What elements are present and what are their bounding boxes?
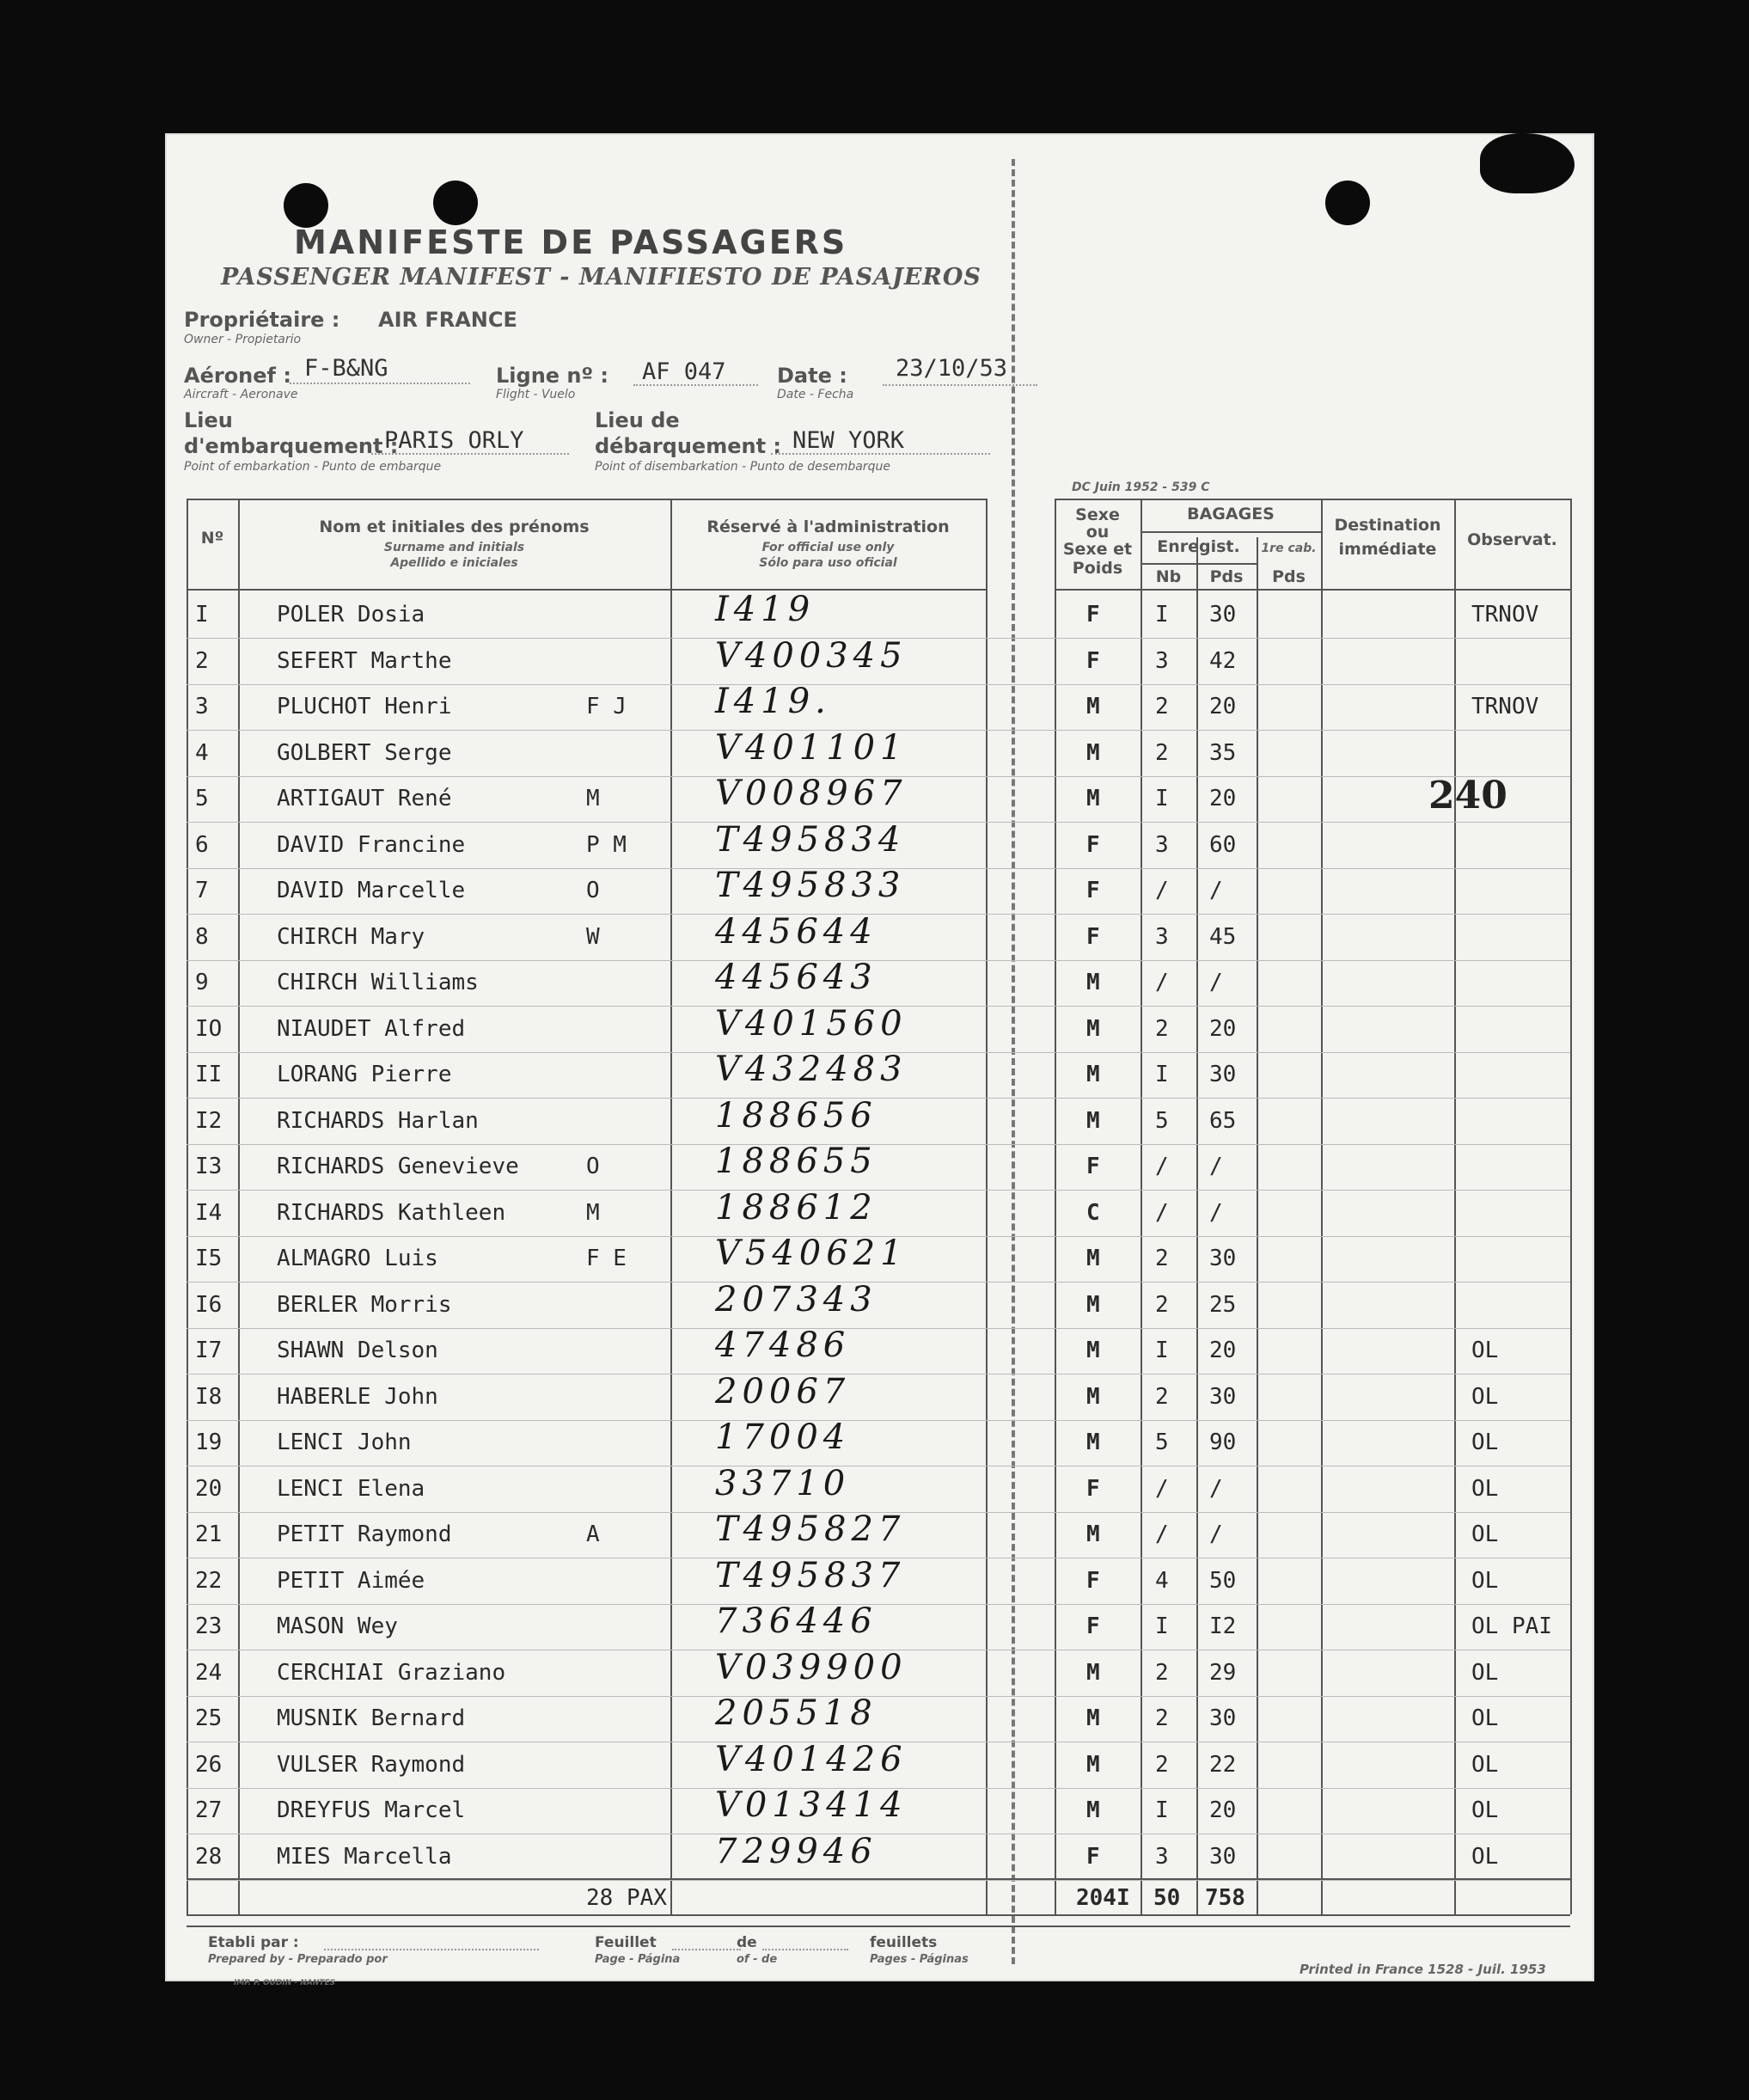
disembark-label-2: débarquement : bbox=[595, 434, 782, 458]
passenger-name: DAVID Marcelle bbox=[277, 878, 466, 903]
manifest-title: MANIFESTE DE PASSAGERS bbox=[294, 223, 848, 261]
header-bagages: BAGAGES bbox=[1187, 505, 1275, 523]
passenger-name: PETIT Aimée bbox=[277, 1567, 425, 1594]
disembark-underline bbox=[771, 453, 990, 455]
total-pax: 28 PAX bbox=[586, 1885, 667, 1911]
passenger-name: DREYFUS Marcel bbox=[277, 1797, 466, 1823]
baggage-count: / bbox=[1155, 1521, 1169, 1547]
admin-reference: V401426 bbox=[715, 1739, 908, 1779]
baggage-weight: 20 bbox=[1209, 1338, 1237, 1363]
passenger-sex: F bbox=[1086, 831, 1100, 858]
passenger-sex: M bbox=[1086, 1246, 1100, 1271]
row-divider bbox=[187, 1696, 1570, 1697]
passenger-name: DAVID Francine bbox=[277, 831, 466, 858]
owner-sub: Owner - Propietario bbox=[184, 333, 302, 346]
header-name-sub1: Surname and initials bbox=[383, 541, 525, 554]
row-divider bbox=[187, 1328, 1570, 1329]
baggage-weight: 42 bbox=[1209, 647, 1237, 674]
passenger-sex: M bbox=[1086, 1062, 1100, 1087]
admin-reference: V401101 bbox=[715, 727, 908, 768]
enreg-header-line bbox=[1141, 563, 1257, 565]
passenger-sex: M bbox=[1086, 694, 1100, 719]
row-number: II bbox=[195, 1062, 223, 1087]
admin-reference: T495834 bbox=[715, 819, 906, 860]
admin-reference: 207343 bbox=[715, 1279, 878, 1319]
passenger-name: PETIT Raymond bbox=[277, 1521, 452, 1547]
aircraft-value: F-B&NG bbox=[304, 355, 388, 382]
baggage-weight: 30 bbox=[1209, 1062, 1237, 1087]
row-divider bbox=[187, 1604, 1570, 1605]
observation: OL bbox=[1471, 1475, 1499, 1502]
header-sex-3: Sexe et bbox=[1062, 540, 1133, 559]
baggage-count: 2 bbox=[1155, 1751, 1169, 1778]
embark-value: PARIS ORLY bbox=[384, 427, 524, 454]
admin-reference: V540621 bbox=[715, 1234, 908, 1273]
admin-reference: V432483 bbox=[715, 1050, 908, 1089]
admin-reference: I419 bbox=[715, 590, 816, 629]
baggage-count: / bbox=[1155, 1154, 1169, 1179]
baggage-weight: 20 bbox=[1209, 1015, 1237, 1042]
row-number: 21 bbox=[195, 1521, 223, 1547]
admin-reference: 17004 bbox=[715, 1417, 851, 1457]
sheet-sub: Page - Página bbox=[595, 1953, 681, 1966]
passenger-sex: M bbox=[1086, 1521, 1100, 1547]
baggage-weight: / bbox=[1209, 1199, 1223, 1226]
passenger-name: LENCI Elena bbox=[277, 1475, 425, 1502]
admin-reference: V008967 bbox=[715, 774, 908, 813]
baggage-weight: 35 bbox=[1209, 739, 1237, 766]
passenger-sex: M bbox=[1086, 1430, 1100, 1455]
passenger-sex: M bbox=[1086, 1107, 1100, 1134]
passenger-name: RICHARDS Genevieve bbox=[277, 1154, 519, 1179]
row-number: I6 bbox=[195, 1291, 223, 1318]
fold-line bbox=[1012, 159, 1015, 1964]
form-reference: DC Juin 1952 - 539 C bbox=[1072, 481, 1210, 494]
header-cab-1: 1re cab. bbox=[1261, 542, 1317, 555]
admin-reference: V400345 bbox=[715, 635, 908, 676]
passenger-sex: C bbox=[1086, 1199, 1100, 1226]
observation: TRNOV bbox=[1471, 602, 1539, 628]
baggage-count: 5 bbox=[1155, 1107, 1169, 1134]
row-number: 7 bbox=[195, 878, 209, 903]
row-number: 4 bbox=[195, 739, 209, 766]
observation: OL bbox=[1471, 1338, 1499, 1363]
punch-hole-center bbox=[433, 181, 478, 225]
observation: OL bbox=[1471, 1843, 1499, 1870]
passenger-initials: W bbox=[586, 923, 600, 950]
row-number: 20 bbox=[195, 1475, 223, 1502]
admin-reference: 729946 bbox=[715, 1831, 878, 1871]
col-border-pds bbox=[1257, 537, 1258, 1914]
header-pds: Pds bbox=[1209, 567, 1244, 586]
row-divider bbox=[187, 1190, 1570, 1191]
passenger-sex: M bbox=[1086, 1291, 1100, 1318]
row-number: I4 bbox=[195, 1199, 223, 1226]
baggage-count: / bbox=[1155, 1475, 1169, 1502]
admin-reference: 33710 bbox=[715, 1463, 851, 1503]
passenger-sex: F bbox=[1086, 1475, 1100, 1502]
sheet-label: Feuillet bbox=[595, 1934, 657, 1951]
baggage-count: I bbox=[1155, 1338, 1169, 1363]
table-total-bottom bbox=[187, 1914, 1570, 1916]
passenger-sex: M bbox=[1086, 739, 1100, 766]
col-border-no bbox=[238, 499, 240, 1914]
baggage-weight: 30 bbox=[1209, 1246, 1237, 1271]
row-number: 27 bbox=[195, 1797, 223, 1823]
row-number: I5 bbox=[195, 1246, 223, 1271]
col-border-dest bbox=[1454, 499, 1456, 1914]
embark-label-2: d'embarquement : bbox=[184, 434, 399, 458]
passenger-name: CHIRCH Mary bbox=[277, 923, 425, 950]
owner-value: AIR FRANCE bbox=[378, 308, 517, 332]
baggage-weight: 20 bbox=[1209, 786, 1237, 811]
row-number: 5 bbox=[195, 786, 209, 811]
passenger-name: RICHARDS Harlan bbox=[277, 1107, 479, 1134]
of-underline bbox=[762, 1949, 848, 1950]
footer-line bbox=[187, 1926, 1570, 1927]
baggage-count: 3 bbox=[1155, 647, 1169, 674]
header-sex-2: ou bbox=[1085, 523, 1110, 542]
baggage-count: 3 bbox=[1155, 1843, 1169, 1870]
admin-reference: I419. bbox=[715, 682, 831, 721]
passenger-sex: M bbox=[1086, 1015, 1100, 1042]
admin-reference: 20067 bbox=[715, 1371, 851, 1411]
row-number: 26 bbox=[195, 1751, 223, 1778]
admin-reference: 736446 bbox=[715, 1601, 878, 1641]
admin-reference: V039900 bbox=[715, 1647, 908, 1687]
baggage-count: 2 bbox=[1155, 1246, 1169, 1271]
of-sub: of - de bbox=[737, 1953, 778, 1966]
row-number: 6 bbox=[195, 831, 209, 858]
baggage-weight: / bbox=[1209, 1475, 1223, 1502]
passenger-name: BERLER Morris bbox=[277, 1291, 452, 1318]
row-divider bbox=[187, 1420, 1570, 1421]
torn-corner bbox=[1480, 133, 1575, 193]
header-admin-sub2: Sólo para uso oficial bbox=[759, 556, 897, 570]
baggage-count: 2 bbox=[1155, 1015, 1169, 1042]
baggage-weight: 45 bbox=[1209, 923, 1237, 950]
line-underline bbox=[633, 384, 758, 386]
header-sex-4: Poids bbox=[1072, 559, 1123, 578]
sheets-label: feuillets bbox=[870, 1934, 938, 1951]
admin-reference: V013414 bbox=[715, 1785, 908, 1825]
punch-hole-left bbox=[284, 183, 328, 228]
admin-reference: 188656 bbox=[715, 1095, 878, 1136]
observation: OL bbox=[1471, 1659, 1499, 1686]
header-obs: Observat. bbox=[1467, 530, 1557, 549]
disembark-sub: Point of disembarkation - Punto de desembarque bbox=[595, 460, 890, 474]
row-number: 8 bbox=[195, 923, 209, 950]
header-dest-2: immédiate bbox=[1338, 540, 1437, 559]
passenger-name: MIES Marcella bbox=[277, 1843, 452, 1870]
baggage-weight: 30 bbox=[1209, 1383, 1237, 1410]
passenger-sex: F bbox=[1086, 878, 1100, 903]
baggage-weight: / bbox=[1209, 970, 1223, 995]
total-nb: 50 bbox=[1153, 1885, 1181, 1911]
observation: TRNOV bbox=[1471, 694, 1539, 719]
col-border-right bbox=[1570, 499, 1572, 1914]
table-top-border bbox=[187, 499, 986, 500]
aircraft-underline bbox=[290, 383, 470, 384]
printed-in-france: Printed in France 1528 - Juil. 1953 bbox=[1300, 1962, 1546, 1977]
total-pds: 758 bbox=[1205, 1885, 1245, 1911]
header-sex-1: Sexe bbox=[1075, 505, 1120, 524]
baggage-weight: / bbox=[1209, 878, 1223, 903]
embark-label-1: Lieu bbox=[184, 408, 233, 432]
prepared-label: Etabli par : bbox=[208, 1934, 299, 1951]
baggage-weight: 60 bbox=[1209, 831, 1237, 858]
header-admin-sub1: For official use only bbox=[761, 541, 895, 554]
passenger-name: SEFERT Marthe bbox=[277, 647, 452, 674]
baggage-weight: 25 bbox=[1209, 1291, 1237, 1318]
passenger-sex: F bbox=[1086, 1843, 1100, 1870]
admin-reference: 445644 bbox=[715, 911, 878, 952]
passenger-initials: F J bbox=[586, 694, 627, 719]
stamp-number: 240 bbox=[1428, 774, 1507, 817]
row-number: 19 bbox=[195, 1430, 223, 1455]
admin-reference: T495827 bbox=[715, 1509, 906, 1549]
observation: OL bbox=[1471, 1521, 1499, 1547]
baggage-weight: 20 bbox=[1209, 1797, 1237, 1823]
baggage-weight: I2 bbox=[1209, 1613, 1237, 1639]
passenger-name: PLUCHOT Henri bbox=[277, 694, 452, 719]
admin-reference: V401560 bbox=[715, 1003, 908, 1044]
passenger-name: ALMAGRO Luis bbox=[277, 1246, 438, 1271]
row-number: 2 bbox=[195, 647, 209, 674]
passenger-initials: O bbox=[586, 1154, 600, 1179]
bagages-header-line bbox=[1141, 531, 1321, 533]
passenger-name: VULSER Raymond bbox=[277, 1751, 466, 1778]
row-divider bbox=[187, 1880, 1570, 1881]
baggage-count: 5 bbox=[1155, 1430, 1169, 1455]
passenger-sex: M bbox=[1086, 1338, 1100, 1363]
row-number: 9 bbox=[195, 970, 209, 995]
printer-name: IMP. P. OUDIN - NANTES bbox=[234, 1979, 336, 1987]
baggage-count: 2 bbox=[1155, 694, 1169, 719]
admin-reference: 205518 bbox=[715, 1693, 878, 1733]
observation: OL bbox=[1471, 1383, 1499, 1410]
passenger-sex: F bbox=[1086, 1567, 1100, 1594]
passenger-sex: F bbox=[1086, 647, 1100, 674]
passenger-initials: M bbox=[586, 786, 600, 811]
header-enreg: Enregist. bbox=[1157, 537, 1240, 556]
observation: OL PAI bbox=[1471, 1613, 1552, 1639]
embark-underline bbox=[371, 453, 569, 455]
passenger-name: MUSNIK Bernard bbox=[277, 1705, 466, 1731]
baggage-weight: 50 bbox=[1209, 1567, 1237, 1594]
admin-reference: 188612 bbox=[715, 1187, 878, 1228]
passenger-sex: M bbox=[1086, 1751, 1100, 1778]
baggage-weight: 30 bbox=[1209, 1705, 1237, 1731]
row-number: 28 bbox=[195, 1843, 223, 1870]
admin-reference: T495833 bbox=[715, 866, 906, 905]
row-number: 24 bbox=[195, 1659, 223, 1686]
baggage-weight: / bbox=[1209, 1154, 1223, 1179]
row-number: I3 bbox=[195, 1154, 223, 1179]
prepared-underline bbox=[324, 1949, 539, 1950]
admin-reference: 47486 bbox=[715, 1326, 851, 1365]
disembark-value: NEW YORK bbox=[792, 427, 905, 454]
row-number: 25 bbox=[195, 1705, 223, 1731]
row-number: I8 bbox=[195, 1383, 223, 1410]
passenger-sex: M bbox=[1086, 1705, 1100, 1731]
baggage-weight: 20 bbox=[1209, 694, 1237, 719]
passenger-initials: M bbox=[586, 1199, 600, 1226]
row-number: I2 bbox=[195, 1107, 223, 1134]
header-cab-2: Pds bbox=[1272, 567, 1306, 586]
row-number: I7 bbox=[195, 1338, 223, 1363]
passenger-name: LENCI John bbox=[277, 1430, 412, 1455]
baggage-weight: 90 bbox=[1209, 1430, 1237, 1455]
passenger-name: NIAUDET Alfred bbox=[277, 1015, 466, 1042]
baggage-weight: 30 bbox=[1209, 602, 1237, 628]
baggage-count: I bbox=[1155, 1797, 1169, 1823]
passenger-sex: F bbox=[1086, 1613, 1100, 1639]
baggage-count: I bbox=[1155, 786, 1169, 811]
baggage-count: / bbox=[1155, 1199, 1169, 1226]
sheet-underline bbox=[672, 1949, 741, 1950]
aircraft-label: Aéronef : bbox=[184, 364, 291, 388]
row-number: 3 bbox=[195, 694, 209, 719]
row-number: 23 bbox=[195, 1613, 223, 1639]
date-value: 23/10/53 bbox=[896, 355, 1008, 382]
embark-sub: Point of embarkation - Punto de embarque bbox=[184, 460, 442, 474]
admin-reference: 188655 bbox=[715, 1142, 878, 1181]
date-sub: Date - Fecha bbox=[777, 388, 854, 401]
disembark-label-1: Lieu de bbox=[595, 408, 680, 432]
baggage-count: 2 bbox=[1155, 1659, 1169, 1686]
row-number: IO bbox=[195, 1015, 223, 1042]
prepared-sub: Prepared by - Preparado por bbox=[208, 1953, 388, 1966]
col-border-sex-left bbox=[1055, 499, 1056, 1914]
line-label: Ligne nº : bbox=[496, 364, 608, 388]
header-admin: Réservé à l'administration bbox=[706, 517, 950, 536]
passenger-name: LORANG Pierre bbox=[277, 1062, 452, 1087]
baggage-count: 2 bbox=[1155, 1291, 1169, 1318]
baggage-count: 3 bbox=[1155, 923, 1169, 950]
passenger-sex: F bbox=[1086, 1154, 1100, 1179]
observation: OL bbox=[1471, 1430, 1499, 1455]
baggage-count: 4 bbox=[1155, 1567, 1169, 1594]
owner-label: Propriétaire : bbox=[184, 308, 340, 332]
baggage-count: 3 bbox=[1155, 831, 1169, 858]
manifest-subtitle: PASSENGER MANIFEST - MANIFIESTO DE PASAJEROS bbox=[221, 264, 982, 291]
baggage-weight: 29 bbox=[1209, 1659, 1237, 1686]
passenger-name: GOLBERT Serge bbox=[277, 739, 452, 766]
header-name: Nom et initiales des prénoms bbox=[319, 517, 590, 536]
passenger-name: MASON Wey bbox=[277, 1613, 398, 1639]
baggage-count: / bbox=[1155, 970, 1169, 995]
passenger-initials: A bbox=[586, 1521, 600, 1547]
header-no: Nº bbox=[200, 529, 224, 548]
row-divider bbox=[187, 914, 1570, 915]
baggage-count: I bbox=[1155, 1613, 1169, 1639]
passenger-initials: P M bbox=[586, 831, 627, 858]
total-sex: 204I bbox=[1076, 1885, 1130, 1911]
passenger-name: RICHARDS Kathleen bbox=[277, 1199, 506, 1226]
col-border-left bbox=[187, 499, 188, 1914]
passenger-sex: M bbox=[1086, 786, 1100, 811]
passenger-sex: M bbox=[1086, 1383, 1100, 1410]
table-header-bottom-right bbox=[1055, 589, 1570, 591]
passenger-name: CERCHIAI Graziano bbox=[277, 1659, 506, 1686]
punch-hole-right bbox=[1325, 181, 1370, 225]
col-border-sex bbox=[1141, 499, 1142, 1914]
baggage-count: / bbox=[1155, 878, 1169, 903]
line-sub: Flight - Vuelo bbox=[496, 388, 576, 401]
admin-reference: 445643 bbox=[715, 958, 878, 997]
manifest-sheet bbox=[165, 133, 1594, 1987]
observation: OL bbox=[1471, 1705, 1499, 1731]
observation: OL bbox=[1471, 1797, 1499, 1823]
row-divider bbox=[187, 960, 1570, 961]
passenger-name: POLER Dosia bbox=[277, 602, 425, 628]
baggage-count: 2 bbox=[1155, 739, 1169, 766]
passenger-sex: M bbox=[1086, 1797, 1100, 1823]
row-number: I bbox=[195, 602, 209, 628]
baggage-count: 2 bbox=[1155, 1705, 1169, 1731]
col-border-cab bbox=[1321, 499, 1323, 1914]
col-border-name bbox=[670, 499, 672, 1914]
passenger-initials: F E bbox=[586, 1246, 627, 1271]
passenger-sex: M bbox=[1086, 970, 1100, 995]
date-label: Date : bbox=[777, 364, 847, 388]
of-label: de bbox=[737, 1934, 757, 1951]
row-divider bbox=[187, 1282, 1570, 1283]
passenger-sex: F bbox=[1086, 923, 1100, 950]
observation: OL bbox=[1471, 1751, 1499, 1778]
passenger-name: ARTIGAUT René bbox=[277, 786, 452, 811]
baggage-weight: 22 bbox=[1209, 1751, 1237, 1778]
passenger-name: HABERLE John bbox=[277, 1383, 438, 1410]
row-divider bbox=[187, 1144, 1570, 1145]
aircraft-sub: Aircraft - Aeronave bbox=[184, 388, 298, 401]
baggage-count: I bbox=[1155, 1062, 1169, 1087]
header-dest-1: Destination bbox=[1334, 516, 1441, 535]
passenger-sex: M bbox=[1086, 1659, 1100, 1686]
baggage-count: 2 bbox=[1155, 1383, 1169, 1410]
col-border-admin bbox=[986, 499, 988, 1914]
col-border-nb bbox=[1196, 537, 1198, 1914]
line-value: AF 047 bbox=[642, 358, 726, 385]
passenger-name: CHIRCH Williams bbox=[277, 970, 479, 995]
passenger-name: SHAWN Delson bbox=[277, 1338, 438, 1363]
passenger-initials: O bbox=[586, 878, 600, 903]
row-divider bbox=[187, 684, 1570, 685]
baggage-weight: / bbox=[1209, 1521, 1223, 1547]
row-number: 22 bbox=[195, 1567, 223, 1594]
table-header-bottom bbox=[187, 589, 986, 591]
admin-reference: T495837 bbox=[715, 1555, 906, 1595]
header-nb: Nb bbox=[1155, 567, 1182, 586]
header-name-sub2: Apellido e iniciales bbox=[390, 556, 518, 570]
row-divider bbox=[187, 1098, 1570, 1099]
baggage-weight: 30 bbox=[1209, 1843, 1237, 1870]
passenger-sex: F bbox=[1086, 602, 1100, 628]
baggage-count: I bbox=[1155, 602, 1169, 628]
table-top-border-right bbox=[1055, 499, 1570, 500]
baggage-weight: 65 bbox=[1209, 1107, 1237, 1134]
sheets-sub: Pages - Páginas bbox=[870, 1953, 969, 1966]
observation: OL bbox=[1471, 1567, 1499, 1594]
